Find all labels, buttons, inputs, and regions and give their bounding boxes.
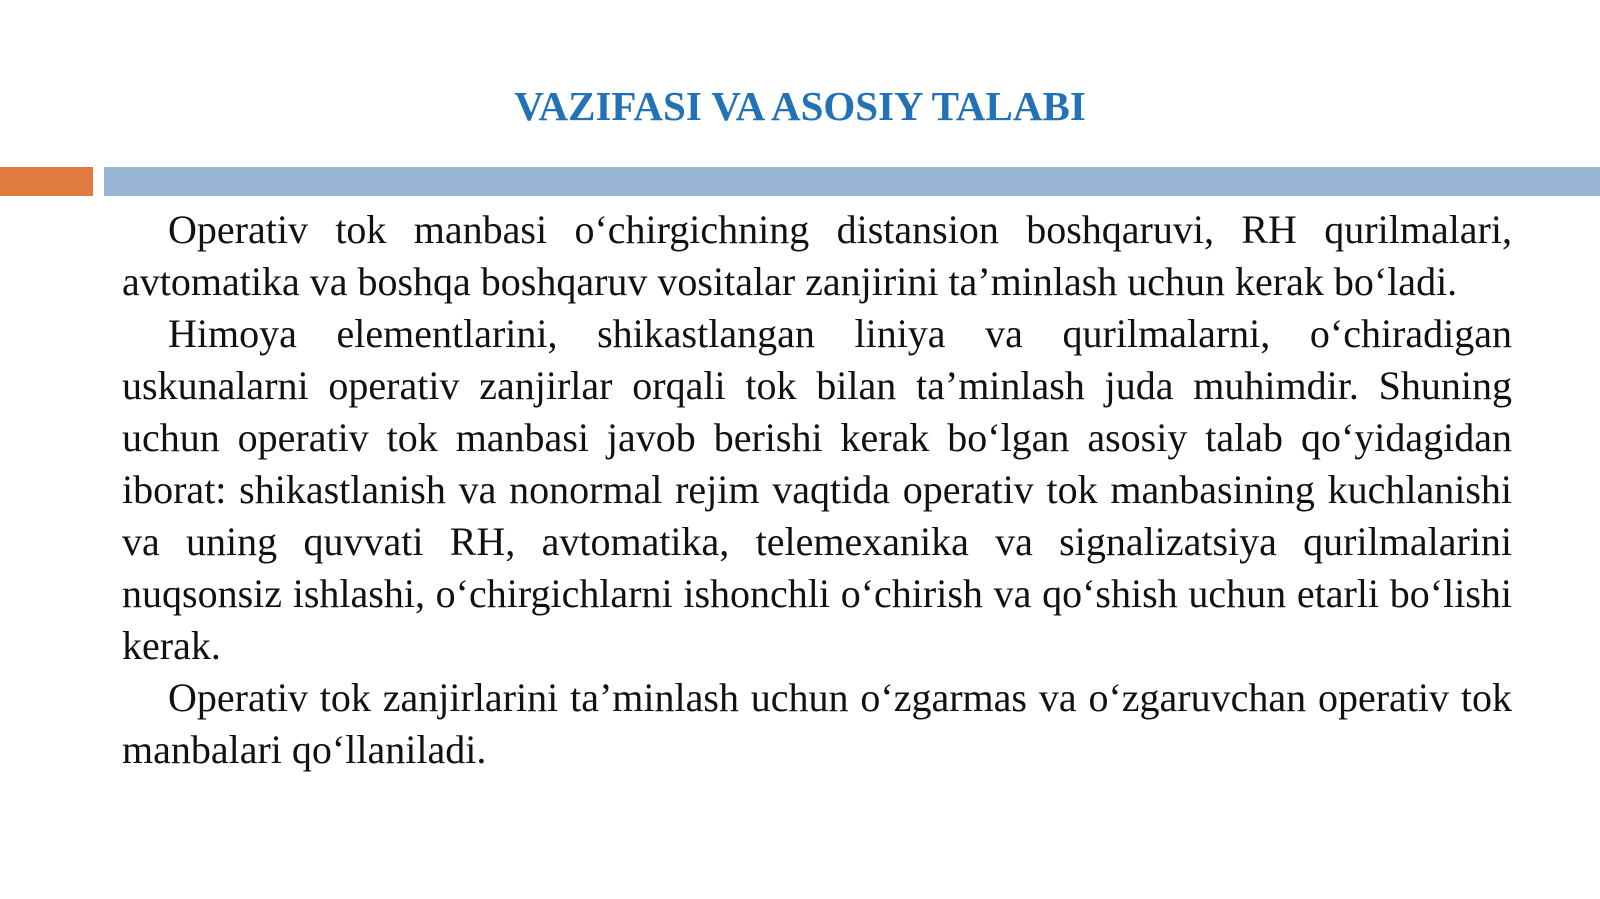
accent-bar-blue xyxy=(104,167,1600,196)
paragraph-1: Operativ tok manbasi o‘chirgichning distansion boshqaruvi, RH qurilmalari, avtomatika va boshqa boshqaruv vositalar zanjirini ta’minlash uchun kerak bo‘ladi. xyxy=(122,207,1512,304)
accent-bar-orange xyxy=(0,167,93,196)
paragraph-3: Operativ tok zanjirlarini ta’minlash uchun o‘zgarmas va o‘zgaruvchan operativ tok manbalari qo‘llaniladi. xyxy=(122,675,1512,772)
body-text xyxy=(122,204,1512,776)
paragraph-2: Himoya elementlarini, shikastlangan liniya va qurilmalarni, o‘chiradigan uskunalarni operativ zanjirlar orqali tok bilan ta’minlash juda muhimdir. Shuning uchun operativ tok manbasi javob berishi kerak bo‘lgan asosiy talab qo‘yidagidan iborat: shikastlanish va nonormal rejim vaqtida operativ tok manbasining kuchlanishi va uning quvvati RH, avtomatika, telemexanika va signalizatsiya qurilmalarini nuqsonsiz ishlashi, o‘chirgichlarni ishonchli o‘chirish va qo‘shish uchun etarli bo‘lishi kerak. xyxy=(122,311,1512,668)
slide-title: VAZIFASI VA ASOSIY TALABI xyxy=(514,83,1086,129)
